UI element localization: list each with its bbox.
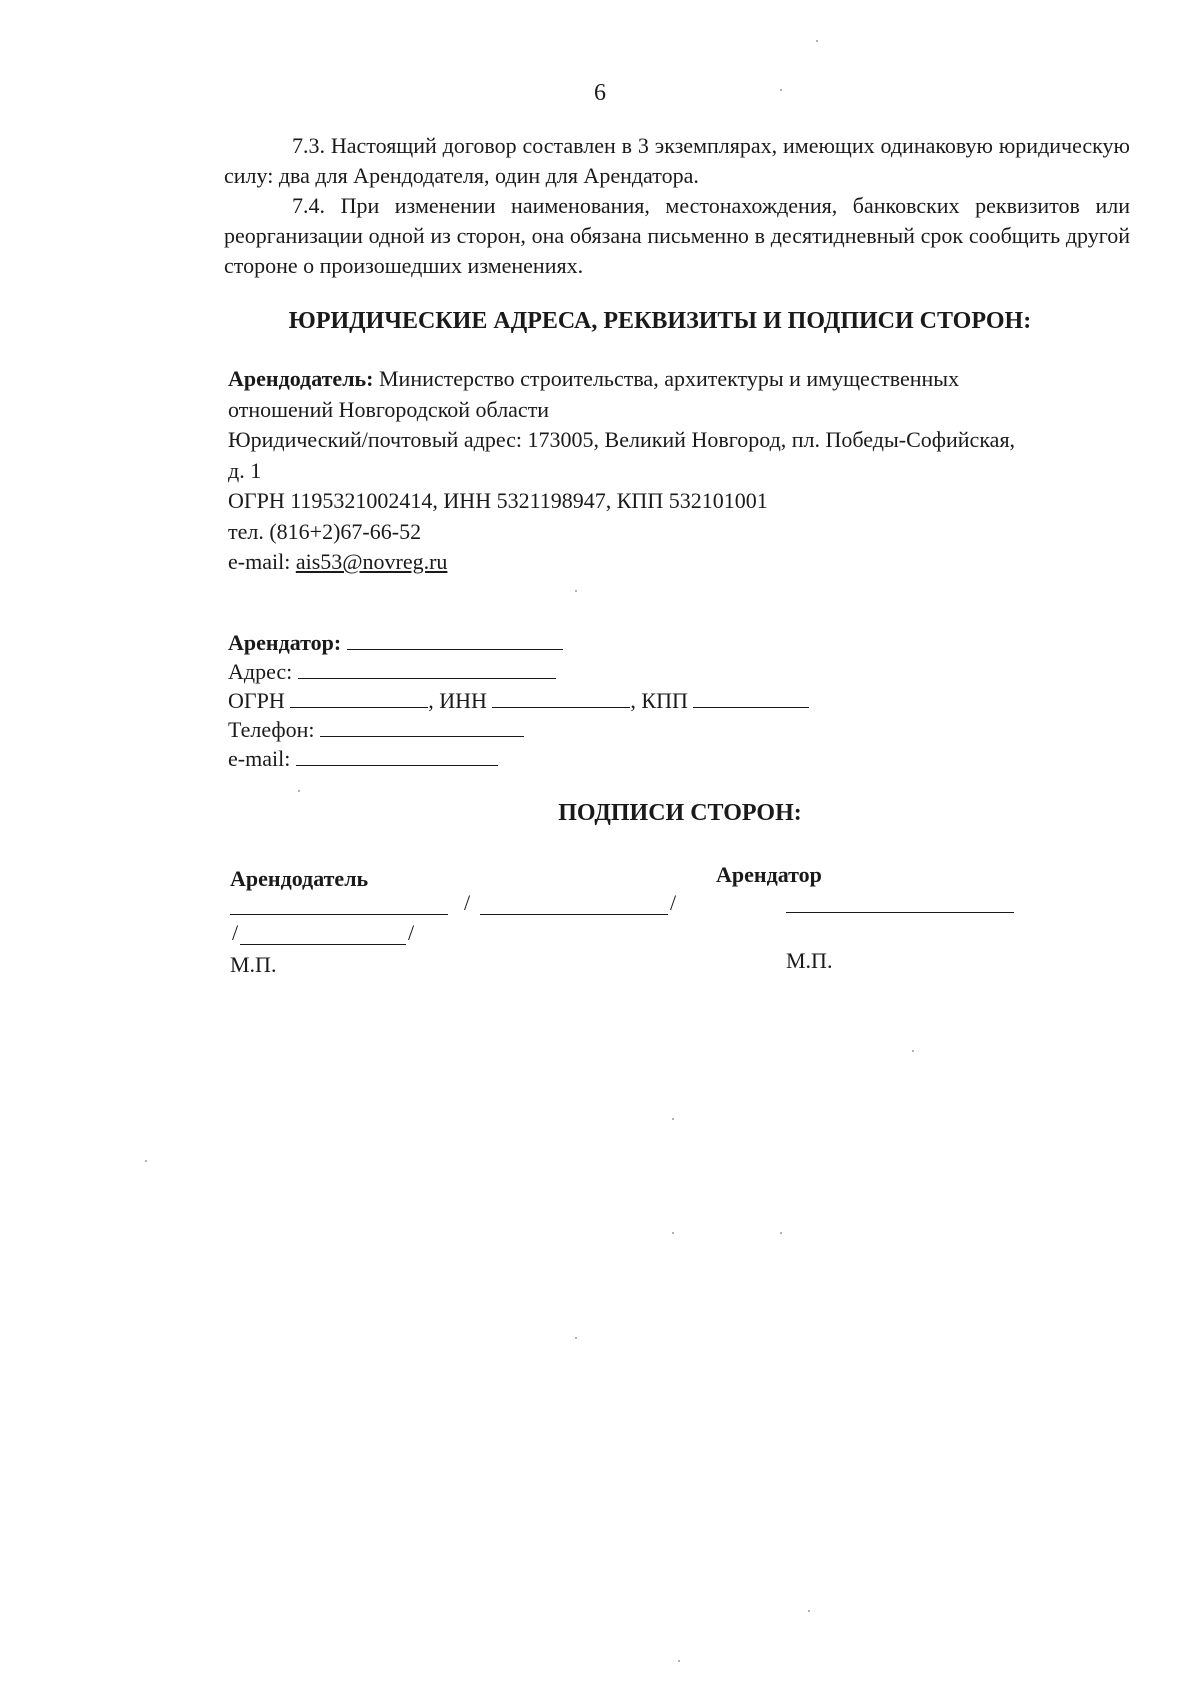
signatures-heading: ПОДПИСИ СТОРОН: (558, 800, 802, 826)
tenant-email-label: e-mail: (228, 746, 291, 771)
tenant-email-line (228, 744, 809, 773)
scan-speck (298, 790, 300, 792)
lessor-address-line-1: Юридический/почтовый адрес: 173005, Великий Новгород, пл. Победы-Софийская, (228, 427, 1016, 452)
tenant-kpp-blank[interactable] (693, 689, 809, 708)
tenant-email-blank[interactable] (296, 747, 498, 766)
tenant-signature-line[interactable] (786, 912, 1014, 913)
tenant-inn-label: , ИНН (428, 688, 487, 713)
lessor-name-line-1 (228, 364, 1138, 395)
tenant-address-blank[interactable] (298, 660, 556, 679)
lessor-address-line-2: д. 1 (228, 457, 262, 483)
lessor-ids: ОГРН 1195321002414, ИНН 5321198947, КПП 532101001 (228, 488, 768, 513)
scan-speck (145, 1160, 147, 1162)
scan-speck (780, 1232, 782, 1234)
scan-speck (816, 40, 818, 42)
scan-speck (912, 1050, 914, 1052)
clause-7-3: 7.3. Настоящий договор составлен в 3 экземплярах, имеющих одинаковую юридическую силу: два для Арендодателя, один для Арендатора. (224, 133, 1130, 188)
scan-speck (808, 1610, 810, 1612)
lessor-signature-label: Арендодатель (230, 866, 369, 891)
tenant-label: Арендатор: (228, 630, 342, 655)
lessor-slash-4: / (408, 920, 415, 945)
tenant-phone-line (228, 715, 809, 744)
lessor-slash-1: / (464, 890, 471, 915)
tenant-address-label: Адрес: (228, 659, 293, 684)
lessor-email-line (228, 547, 1138, 578)
scan-speck (780, 89, 782, 91)
tenant-kpp-label: , КПП (630, 688, 688, 713)
lessor-extra-line[interactable] (240, 944, 406, 945)
lessor-name-line[interactable] (480, 914, 668, 915)
tenant-requisites (228, 628, 809, 773)
tenant-stamp-place: М.П. (786, 948, 833, 973)
lessor-requisites (228, 364, 1138, 578)
lessor-phone: тел. (816+2)67-66-52 (228, 518, 422, 544)
lessor-stamp-place: М.П. (230, 952, 277, 977)
tenant-ogrn-blank[interactable] (290, 689, 428, 708)
lessor-slash-2: / (670, 890, 677, 915)
scan-speck (575, 590, 577, 592)
lessor-email-label: e-mail: (228, 549, 291, 574)
lessor-signature-line[interactable] (230, 914, 448, 915)
tenant-address-line (228, 657, 809, 686)
scan-speck (678, 1660, 680, 1662)
scan-speck (672, 1232, 674, 1234)
lessor-name: Министерство строительства, архитектуры и имущественных (379, 366, 960, 391)
requisites-heading: ЮРИДИЧЕСКИЕ АДРЕСА, РЕКВИЗИТЫ И ПОДПИСИ СТОРОН: (288, 308, 1032, 334)
tenant-name-blank[interactable] (347, 631, 563, 650)
page-number: 6 (594, 80, 606, 106)
lessor-name-line-2: отношений Новгородской области (228, 396, 550, 422)
scan-speck (575, 1337, 577, 1339)
lessor-slash-3: / (232, 920, 239, 945)
tenant-phone-blank[interactable] (320, 718, 524, 737)
lessor-email-link[interactable]: ais53@novreg.ru (295, 549, 448, 574)
tenant-inn-blank[interactable] (492, 689, 630, 708)
tenant-label-line (228, 628, 809, 657)
tenant-ogrn-label: ОГРН (228, 688, 285, 713)
lessor-label: Арендодатель: (228, 366, 374, 391)
scan-speck (672, 1118, 674, 1120)
clause-7-4: 7.4. При изменении наименования, местонахождения, банковских реквизитов или реорганизации одной из сторон, она обязана письменно в десятидневный срок сообщить другой стороне о произошедших изменениях. (224, 193, 1130, 278)
tenant-signature-label: Арендатор (716, 862, 822, 887)
tenant-phone-label: Телефон: (228, 717, 315, 742)
tenant-ids-line (228, 686, 809, 715)
